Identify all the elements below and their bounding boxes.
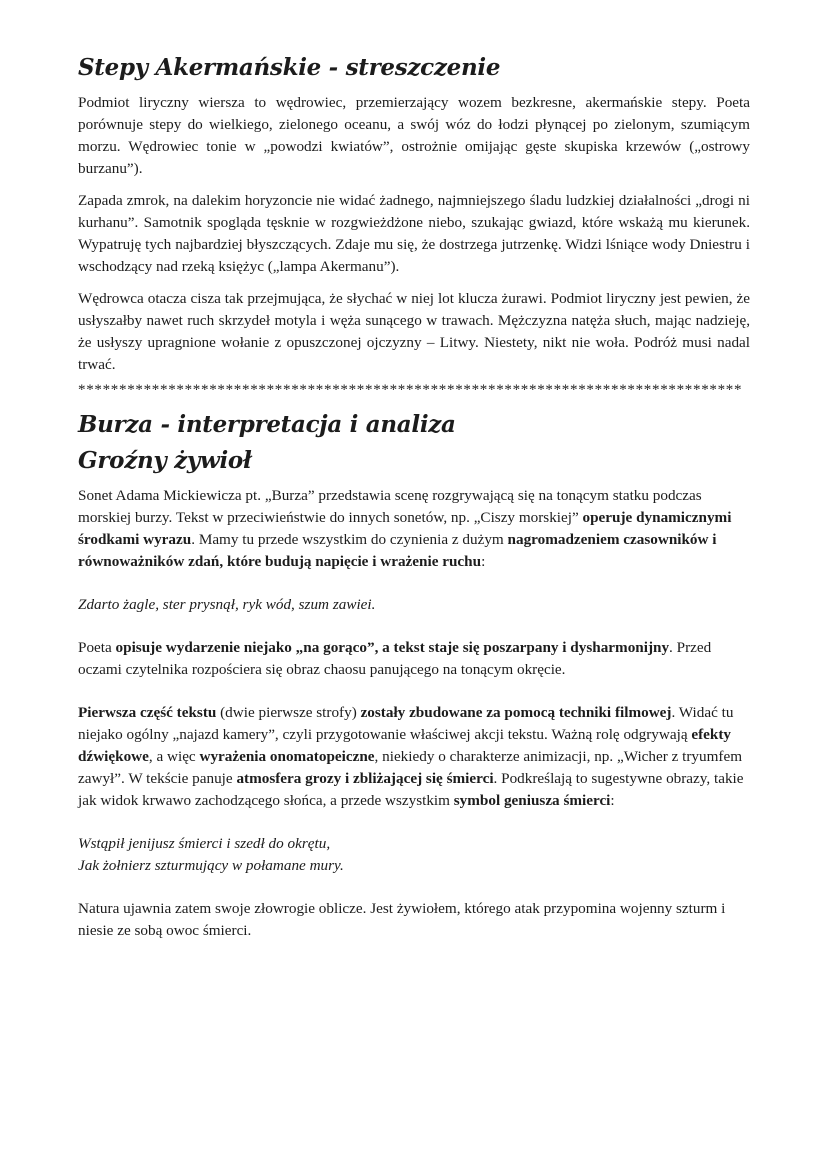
section-title-burza: Burza - interpretacja i analiza — [78, 411, 456, 438]
paragraph: Zapada zmrok, na dalekim horyzoncie nie widać żadnego, najmniejszego śladu ludzkiej działalności „drogi ni kurhanu”. Samotnik spogląda tęsknie w rozgwieżdżone niebo, szukając gwiazd, które wskażą mu kierunek. Wypatruję tych najbardziej błyszczących. Zdaje mu się, że dostrzega jutrzenkę. Widzi lśniące wody Dniestru i wschodzący nad rzeką księżyc („lampa Akermanu”). — [78, 192, 750, 275]
quote: Wstąpił jenijusz śmierci i szedł do okrętu, Jak żołnierz szturmujący w połamane mury. — [78, 835, 344, 874]
paragraph: Sonet Adama Mickiewicza pt. „Burza” przedstawia scenę rozgrywającą się na tonącym statku podczas morskiej burzy. Tekst w przeciwieństwie do innych sonetów, np. „Ciszy morskiej” operuje dynamicznymi środkami wyrazu. Mamy tu przede wszystkim do czynienia z dużym nagromadzeniem czasowników i równoważników zdań, które budują napięcie i wrażenie ruchu: — [78, 487, 732, 570]
paragraph: Podmiot liryczny wiersza to wędrowiec, przemierzający wozem bezkresne, akermańskie stepy. Poeta porównuje stepy do wielkiego, zielonego oceanu, a swój wóz do łodzi płynącej po zielonym, szumiącym morzu. Wędrowiec tonie w „powodzi kwiatów”, ostrożnie omijając gęste skupiska krzewów („ostrowy burzanu”). — [78, 94, 750, 177]
quote: Zdarto żagle, ster prysnął, ryk wód, szum zawiei. — [78, 596, 376, 613]
paragraph: Natura ujawnia zatem swoje złowrogie oblicze. Jest żywiołem, którego atak przypomina wojenny szturm i niesie ze sobą owoc śmierci. — [78, 900, 726, 939]
paragraph: Wędrowca otacza cisza tak przejmująca, że słychać w niej lot klucza żurawi. Podmiot liryczny jest pewien, że usłyszałby nawet ruch skrzydeł motyla i węża sunącego w trawach. Mężczyzna natęża słuch, mając nadzieję, że usłyszy upragnione wołanie z opuszczonej ojczyzny – Litwy. Niestety, nikt nie woła. Podróż musi nadal trwać. — [78, 290, 750, 373]
section-subtitle: Groźny żywioł — [78, 447, 252, 474]
separator-line: ********************************************************************************* — [78, 382, 743, 398]
section-title-stepy: Stepy Akermańskie - streszczenie — [78, 54, 501, 81]
paragraph: Poeta opisuje wydarzenie niejako „na gorąco”, a tekst staje się poszarpany i dysharmonijny. Przed oczami czytelnika rozpościera się obraz chaosu panującego na tonącym okręcie. — [78, 639, 712, 678]
document-page — [78, 52, 750, 942]
paragraph: Pierwsza część tekstu (dwie pierwsze strofy) zostały zbudowane za pomocą techniki filmowej. Widać tu niejako ogólny „najazd kamery”, czyli przygotowanie właściwej akcji tekstu. Ważną rolę odgrywają efekty dźwiękowe, a więc wyrażenia onomatopeiczne, niekiedy o charakterze animizacji, np. „Wicher z tryumfem zawył”. W tekście panuje atmosfera grozy i zbliżającej się śmierci. Podkreślają to sugestywne obrazy, takie jak widok krwawo zachodzącego słońca, a przede wszystkim symbol geniusza śmierci: — [78, 704, 744, 809]
